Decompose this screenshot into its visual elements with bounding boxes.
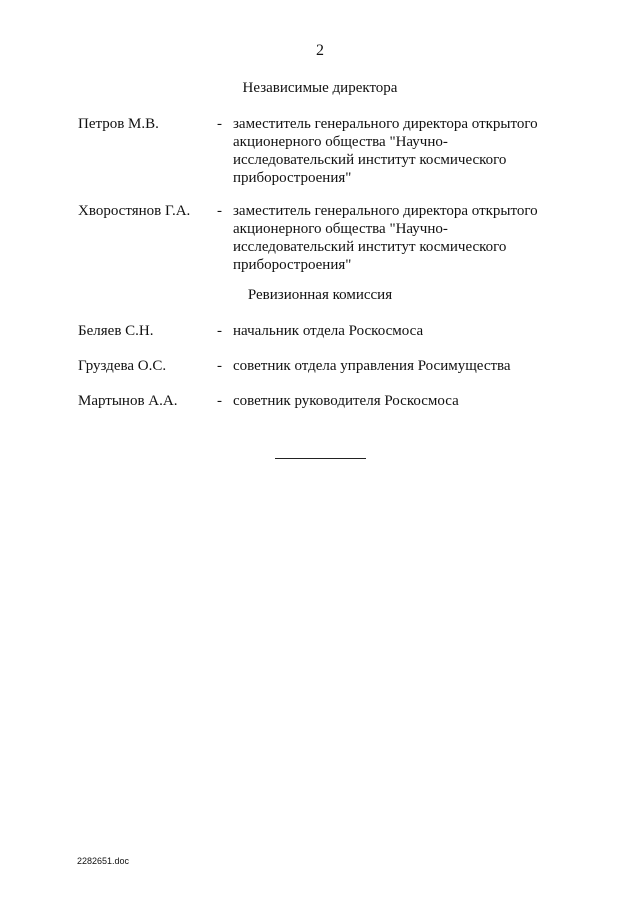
member-name: Беляев С.Н.: [78, 323, 154, 339]
end-of-document-rule: [275, 458, 366, 459]
member-dash: -: [217, 393, 222, 409]
member-dash: -: [217, 358, 222, 374]
page-number: 2: [316, 42, 324, 59]
member-name: Хворостянов Г.А.: [78, 203, 191, 219]
member-name: Петров М.В.: [78, 116, 159, 132]
member-position: заместитель генерального директора открытого акционерного общества "Научно- исследовательский институт космического приборостроения": [233, 116, 538, 186]
member-dash: -: [217, 323, 222, 339]
member-position: советник руководителя Роскосмоса: [233, 393, 459, 409]
section-heading-independent-directors: Независимые директора: [242, 80, 398, 96]
member-dash: -: [217, 203, 222, 219]
member-position: советник отдела управления Росимущества: [233, 358, 511, 374]
member-position: начальник отдела Роскосмоса: [233, 323, 424, 339]
member-name: Мартынов А.А.: [78, 393, 178, 409]
member-name: Груздева О.С.: [78, 358, 167, 374]
member-dash: -: [217, 116, 222, 132]
section-heading-audit-commission: Ревизионная комиссия: [247, 287, 393, 303]
footer-document-code: 2282651.doc: [77, 856, 130, 866]
member-position: заместитель генерального директора открытого акционерного общества "Научно- исследовательский институт космического приборостроения": [233, 203, 538, 273]
